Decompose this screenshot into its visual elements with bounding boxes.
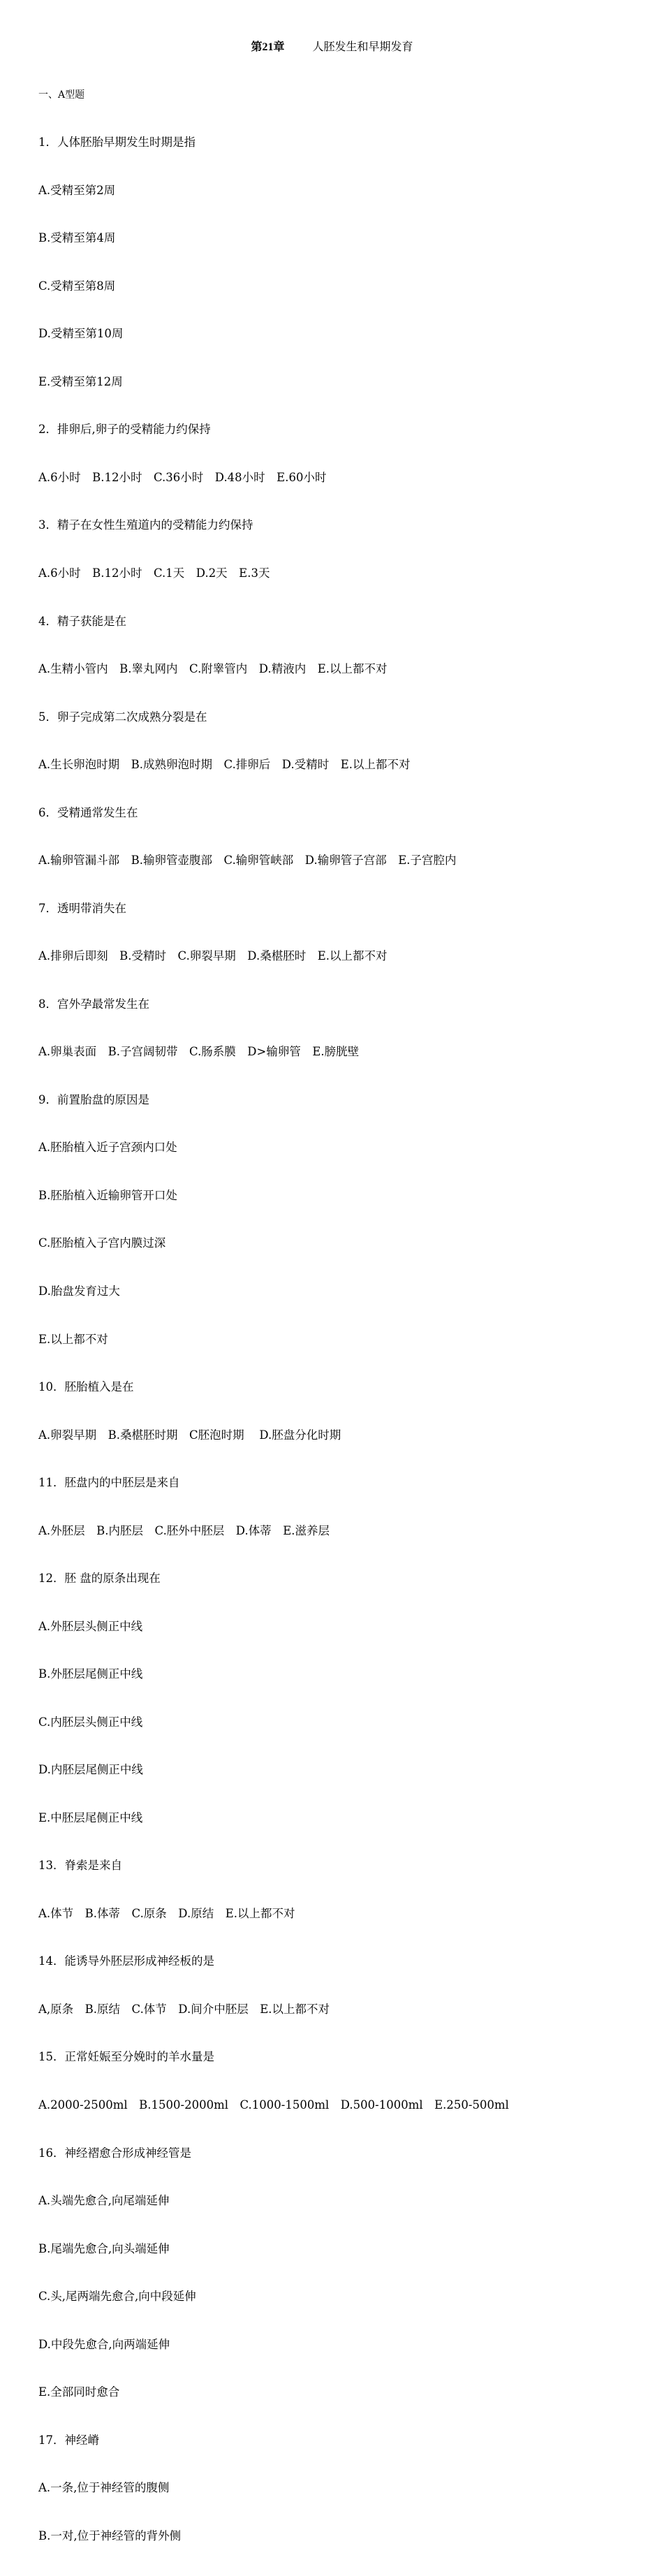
text-line: A.外胚层头侧正中线 [38,1619,143,1633]
text-line: A.6小时 B.12小时 C.36小时 D.48小时 E.60小时 [38,470,327,484]
text-line: B.受精至第4周 [38,231,116,245]
text-line: A.2000-2500ml B.1500-2000ml C.1000-1500ml D.500-1000ml E.250-500ml [38,2098,509,2112]
text-line: 5．卵子完成第二次成熟分裂是在 [38,710,207,724]
text-line: D.胎盘发育过大 [38,1284,120,1298]
text-line: B.一对,位于神经管的背外侧 [38,2529,182,2542]
text-line: B.尾端先愈合,向头端延伸 [38,2241,170,2255]
text-line: A.一条,位于神经管的腹侧 [38,2481,170,2495]
text-line: A.输卵管漏斗部 B.输卵管壶腹部 C.输卵管峡部 D.输卵管子宫部 E.子宫腔内 [38,854,457,868]
text-line: A.生长卵泡时期 B.成熟卵泡时期 C.排卵后 D.受精时 E.以上都不对 [38,758,411,772]
text-line: E.全部同时愈合 [38,2385,120,2399]
text-line: C.内胚层头侧正中线 [38,1715,143,1729]
text-line: 2．排卵后,卵子的受精能力约保持 [38,423,211,437]
text-line: A.头端先愈合,向尾端延伸 [38,2194,170,2208]
text-line: D.中段先愈合,向两端延伸 [38,2337,170,2351]
text-line: 3．精子在女性生殖道内的受精能力约保持 [38,518,253,532]
text-line: 13．脊索是来自 [38,1859,122,1873]
text-line: C.胚胎植入子宫内膜过深 [38,1236,166,1250]
text-line: 8．宫外孕最常发生在 [38,997,149,1011]
text-line: A.卵裂早期 B.桑椹胚时期 C胚泡时期 D.胚盘分化时期 [38,1428,341,1442]
text-line: B.胚胎植入近输卵管开口处 [38,1188,177,1202]
text-line: A.胚胎植入近子宫颈内口处 [38,1141,177,1155]
text-line: A.6小时 B.12小时 C.1天 D.2天 E.3天 [38,566,270,580]
text-line: A.排卵后即刻 B.受精时 C.卵裂早期 D.桑椹胚时 E.以上都不对 [38,949,388,963]
text-line: 10．胚胎植入是在 [38,1380,134,1394]
question-list [38,55,653,2576]
text-line: E.中胚层尾侧正中线 [38,1810,143,1824]
section-heading: 一、A型题 [38,89,85,101]
text-line: 4．精子获能是在 [38,614,126,628]
text-line: 16．神经褶愈合形成神经管是 [38,2146,191,2160]
text-line: E.以上都不对 [38,1332,108,1346]
text-line: 15．正常妊娠至分娩时的羊水量是 [38,2050,214,2064]
text-line: 12．胚 盘的原条出现在 [38,1572,161,1586]
chapter-heading [0,39,664,55]
text-line: A,原条 B.原结 C.体节 D.间介中胚层 E.以上都不对 [38,2002,330,2016]
text-line: 11．胚盘内的中胚层是来自 [38,1476,180,1490]
text-line: A.外胚层 B.内胚层 C.胚外中胚层 D.体蒂 E.滋养层 [38,1523,330,1537]
text-line: A.受精至第2周 [38,183,116,197]
chapter-number: 第21章 [251,41,285,53]
chapter-title: 人胚发生和早期发育 [312,40,413,53]
text-line: D.受精至第10周 [38,327,124,341]
text-line: A.生精小管内 B.睾丸网内 C.附睾管内 D.精液内 E.以上都不对 [38,662,388,676]
text-line: C.受精至第8周 [38,279,116,293]
text-line: 1．人体胚胎早期发生时期是指 [38,136,195,149]
text-line: 9．前置胎盘的原因是 [38,1092,149,1106]
text-line: D.内胚层尾侧正中线 [38,1763,143,1777]
text-line: A.体节 B.体蒂 C.原条 D.原结 E.以上都不对 [38,1906,295,1920]
text-line: 17．神经嵴 [38,2433,99,2447]
text-line: 6．受精通常发生在 [38,805,138,819]
text-line: E.受精至第12周 [38,374,123,388]
text-line: 14．能诱导外胚层形成神经板的是 [38,1954,214,1968]
text-line: 7．透明带消失在 [38,901,126,915]
text-line: A.卵巢表面 B.子宫阔韧带 C.肠系膜 D>输卵管 E.膀胱壁 [38,1045,360,1059]
text-line: B.外胚层尾侧正中线 [38,1667,143,1681]
text-line: C.头,尾两端先愈合,向中段延伸 [38,2290,196,2304]
